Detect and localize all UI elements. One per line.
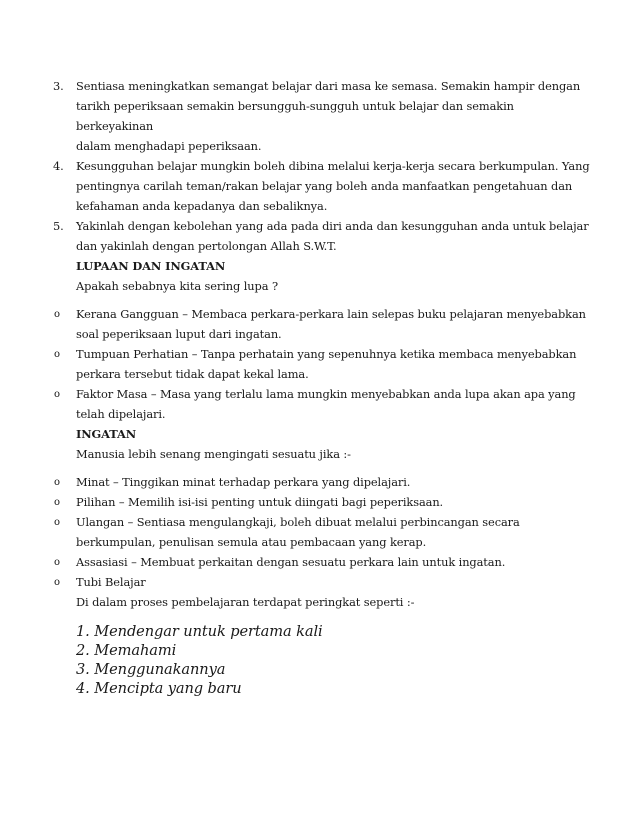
bullet-circle-icon: o — [54, 577, 60, 588]
list-item — [50, 76, 590, 156]
text-line: dan yakinlah dengan pertolongan Allah S.W.T. — [76, 239, 337, 253]
bullet-item — [50, 304, 590, 344]
bullet-circle-icon: o — [54, 477, 60, 488]
bullet-circle-icon: o — [54, 517, 60, 528]
text-line: soal peperiksaan luput dari ingatan. — [76, 327, 282, 341]
text-line: Tubi Belajar — [76, 575, 146, 589]
text-line: perkara tersebut tidak dapat kekal lama. — [76, 367, 309, 381]
text-line: Tumpuan Perhatian – Tanpa perhatain yang sepenuhnya ketika membaca menyebabkan — [76, 347, 577, 361]
step-item: 2. Memahami — [76, 642, 177, 659]
bullet-item — [50, 572, 590, 592]
list-number: 3. — [53, 79, 64, 93]
bullet-item — [50, 384, 590, 424]
text-line: kefahaman anda kepadanya dan sebaliknya. — [76, 199, 328, 213]
bullet-circle-icon: o — [54, 349, 60, 360]
list-item — [50, 156, 590, 216]
bullet-circle-icon: o — [54, 389, 60, 400]
section-heading-ingatan: INGATAN — [76, 427, 137, 441]
text-line: Assasiasi – Membuat perkaitan dengan sesuatu perkara lain untuk ingatan. — [76, 555, 506, 569]
text-line: berkumpulan, penulisan semula atau pembacaan yang kerap. — [76, 535, 427, 549]
text-line: pentingnya carilah teman/rakan belajar yang boleh anda manfaatkan pengetahuan dan — [76, 179, 573, 193]
step-item: 3. Menggunakannya — [76, 661, 226, 678]
closing-text: Di dalam proses pembelajaran terdapat peringkat seperti :- — [76, 595, 415, 609]
text-line: Yakinlah dengan kebolehan yang ada pada diri anda dan kesungguhan anda untuk belajar — [76, 219, 589, 233]
list-number: 4. — [53, 159, 64, 173]
numbered-list — [50, 76, 590, 256]
text-line: tarikh peperiksaan semakin bersungguh-sungguh untuk belajar dan semakin berkeyakinan — [76, 99, 514, 133]
section-heading-lupaan: LUPAAN DAN INGATAN — [76, 259, 226, 273]
step-item: 1. Mendengar untuk pertama kali — [76, 623, 323, 640]
text-line: Kesungguhan belajar mungkin boleh dibina melalui kerja-kerja secara berkumpulan. Yang — [76, 159, 590, 173]
bullet-circle-icon: o — [54, 557, 60, 568]
text-line: Minat – Tinggikan minat terhadap perkara yang dipelajari. — [76, 475, 411, 489]
text-line: Ulangan – Sentiasa mengulangkaji, boleh dibuat melalui perbincangan secara — [76, 515, 520, 529]
learning-steps-list — [50, 622, 590, 698]
step-item: 4. Mencipta yang baru — [76, 680, 242, 697]
text-line: Kerana Gangguan – Membaca perkara-perkara lain selepas buku pelajaran menyebabkan — [76, 307, 586, 321]
bullet-list-ingatan — [50, 472, 590, 592]
bullet-list-lupaan — [50, 304, 590, 424]
section-subtext-lupaan: Apakah sebabnya kita sering lupa ? — [76, 279, 278, 293]
list-number: 5. — [53, 219, 64, 233]
bullet-item — [50, 512, 590, 552]
bullet-item — [50, 472, 590, 492]
text-line: Pilihan – Memilih isi-isi penting untuk diingati bagi peperiksaan. — [76, 495, 444, 509]
bullet-item — [50, 492, 590, 512]
section-subtext-ingatan: Manusia lebih senang mengingati sesuatu jika :- — [76, 447, 351, 461]
bullet-circle-icon: o — [54, 309, 60, 320]
text-line: Faktor Masa – Masa yang terlalu lama mungkin menyebabkan anda lupa akan apa yang — [76, 387, 576, 401]
bullet-item — [50, 552, 590, 572]
list-item — [50, 216, 590, 256]
text-line: telah dipelajari. — [76, 407, 166, 421]
text-line: Sentiasa meningkatkan semangat belajar dari masa ke semasa. Semakin hampir dengan — [76, 79, 581, 93]
bullet-circle-icon: o — [54, 497, 60, 508]
text-line: dalam menghadapi peperiksaan. — [76, 139, 262, 153]
document-body — [50, 76, 590, 698]
bullet-item — [50, 344, 590, 384]
